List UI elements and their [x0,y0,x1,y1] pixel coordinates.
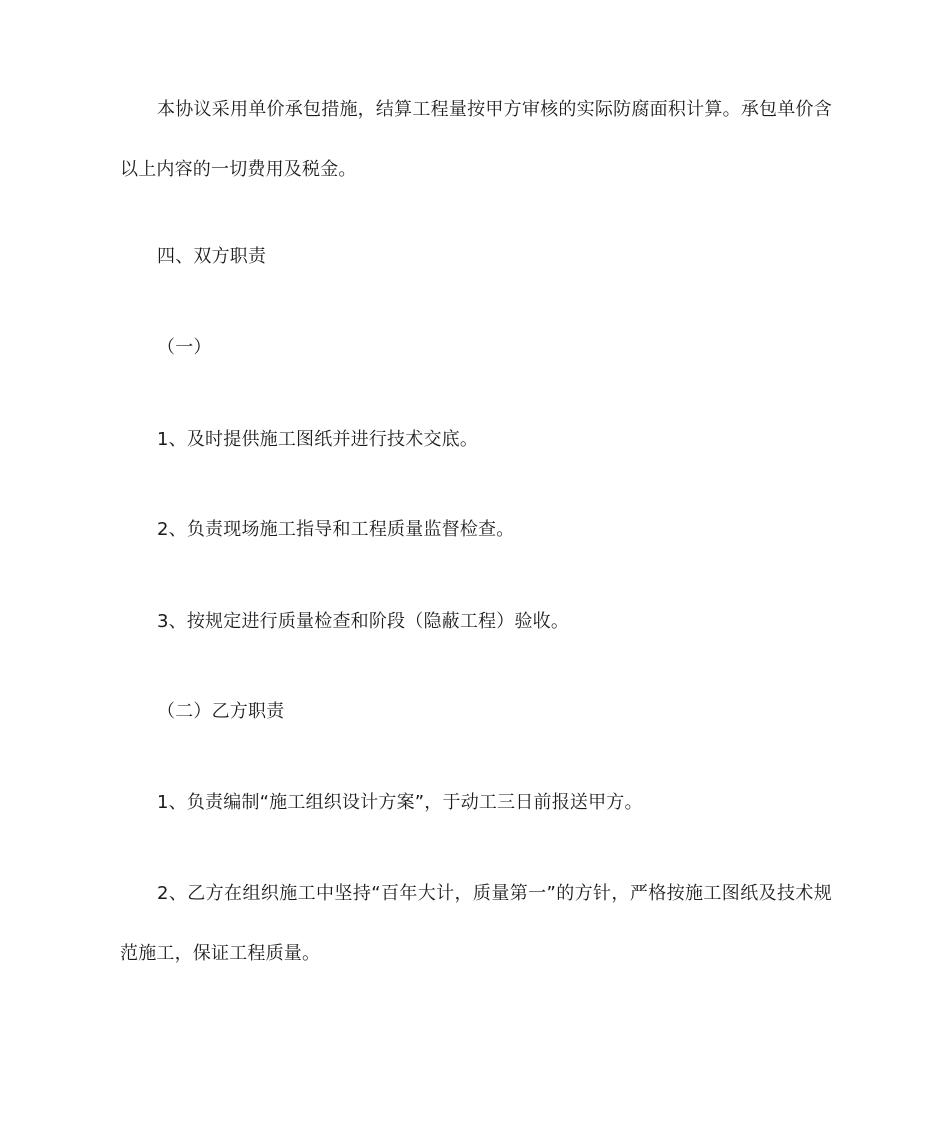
section-heading-responsibilities: 四、双方职责 [157,246,267,267]
list-item: 2、乙方在组织施工中坚持“百年大计，质量第一”的方针，严格按施工图纸及技术规范施工，保证工程质量。 [120,883,832,964]
paragraph-pricing: 本协议采用单价承包措施，结算工程量按甲方审核的实际防腐面积计算。承包单价含以上内容的一切费用及税金。 [120,99,832,180]
list-item: 1、负责编制“施工组织设计方案”，于动工三日前报送甲方。 [157,792,643,813]
list-item: 3、按规定进行质量检查和阶段（隐蔽工程）验收。 [157,611,570,632]
subsection-heading-2: （二）乙方职责 [157,701,285,722]
subsection-heading-1: （一） [157,337,212,358]
list-item: 2、负责现场施工指导和工程质量监督检查。 [157,519,515,540]
list-item: 1、及时提供施工图纸并进行技术交底。 [157,429,479,450]
